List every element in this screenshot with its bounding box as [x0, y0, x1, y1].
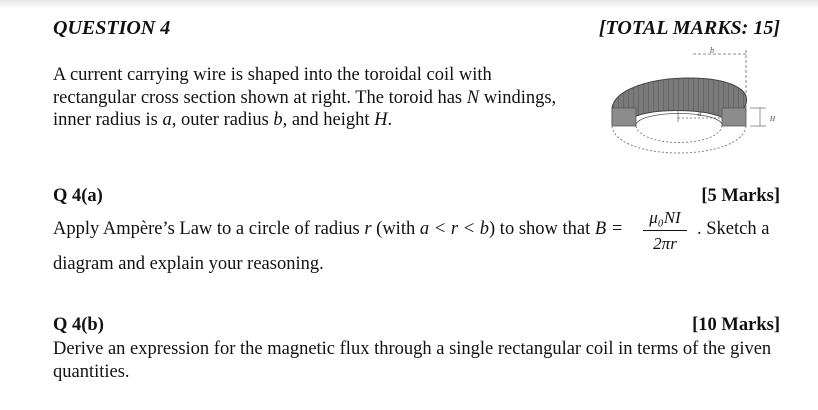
intro-line2b: windings,: [479, 87, 557, 108]
dimension-H: [750, 108, 776, 126]
equation-B: B =: [594, 219, 624, 239]
label-H: H: [770, 115, 776, 123]
q4b-label: Q 4(b): [53, 315, 104, 335]
inner-arc: [636, 114, 722, 125]
intro-line3c: , and height: [282, 110, 375, 130]
var-H: H: [374, 110, 388, 130]
inner-bottom-ellipse: [636, 126, 722, 143]
top-shadow: [0, 0, 818, 8]
q4a-text-show: ) to show that: [489, 219, 595, 239]
q4a-text-after: . Sketch a: [697, 219, 770, 239]
label-b: b: [710, 46, 714, 55]
label-a: a: [698, 110, 702, 118]
q4a-text-with: (with: [371, 219, 420, 239]
fraction-bar: [643, 230, 687, 231]
intro-line3b: , outer radius: [171, 110, 274, 130]
intro-line2a: rectangular cross section shown at right. The toroid has: [53, 87, 467, 108]
left-cross-section: [612, 108, 636, 126]
q4b-marks: [10 Marks]: [692, 315, 780, 335]
var-r: r: [364, 219, 372, 239]
b-field-fraction: [643, 207, 687, 255]
intro-line3a: inner radius is: [53, 110, 163, 130]
question-title: QUESTION 4: [53, 17, 171, 39]
fraction-numerator: μ₀NI: [649, 208, 681, 227]
total-marks: [TOTAL MARKS: 15]: [598, 17, 780, 39]
intro-line3d: .: [387, 110, 393, 130]
var-b: b: [273, 110, 283, 130]
q4a-text: [53, 219, 623, 240]
toroid-diagram: [598, 44, 798, 189]
q4a-marks: [5 Marks]: [701, 186, 780, 206]
fraction-denominator: 2πr: [653, 234, 677, 253]
var-N: N: [466, 87, 480, 108]
q4b-text: Derive an expression for the magnetic flux through a single rectangular coil in terms of the given quantities.: [53, 339, 772, 382]
q4a-label: Q 4(a): [53, 186, 103, 206]
q4a-text-start: Apply Ampère’s Law to a circle of radius: [53, 219, 365, 239]
var-a: a: [162, 110, 172, 130]
right-cross-section: [722, 108, 746, 126]
intro-line1: A current carrying wire is shaped into the toroidal coil with: [53, 65, 492, 85]
q4a-line2: diagram and explain your reasoning.: [53, 254, 324, 274]
intro-paragraph: [53, 64, 593, 132]
outer-bottom-ellipse: [612, 126, 746, 153]
inequality: a < r < b: [419, 219, 490, 239]
